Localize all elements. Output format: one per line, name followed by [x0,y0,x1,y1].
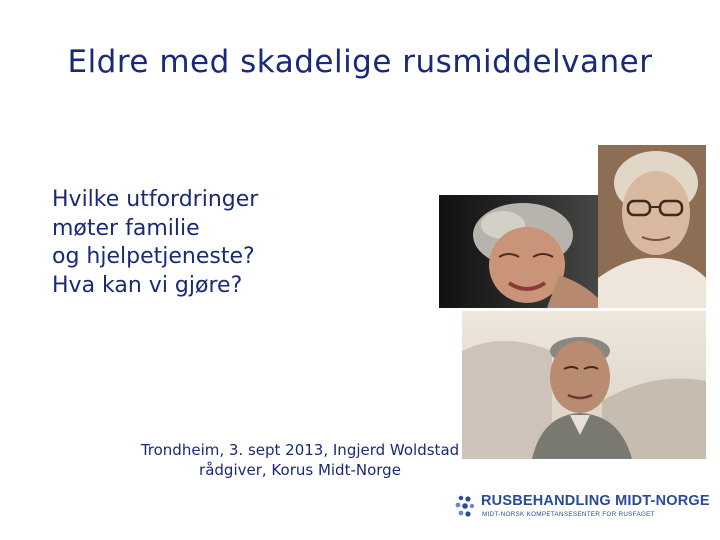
organization-logo [455,490,710,524]
photo-woman-with-glasses [598,145,706,308]
logo-name: RUSBEHANDLING MIDT-NORGE [481,493,710,509]
questions-block [52,186,258,300]
presenter-line-1: Trondheim, 3. sept 2013, Ingjerd Woldstad [140,441,460,459]
presenter-info [120,440,480,480]
logo-subtitle: MIDT-NORSK KOMPETANSESENTER FOR RUSFAGET [482,511,655,518]
slide-title: Eldre med skadelige rusmiddelvaner [67,44,653,80]
photo-smiling-woman [439,195,607,308]
logo-dots-icon [455,494,479,518]
question-line: og hjelpetjeneste? [52,244,255,269]
presenter-line-2: rådgiver, Korus Midt-Norge [199,461,401,479]
question-line: Hvilke utfordringer [52,187,259,212]
photo-man-by-car [462,311,706,459]
question-line: Hva kan vi gjøre? [52,272,243,298]
question-line: møter familie [52,215,200,241]
